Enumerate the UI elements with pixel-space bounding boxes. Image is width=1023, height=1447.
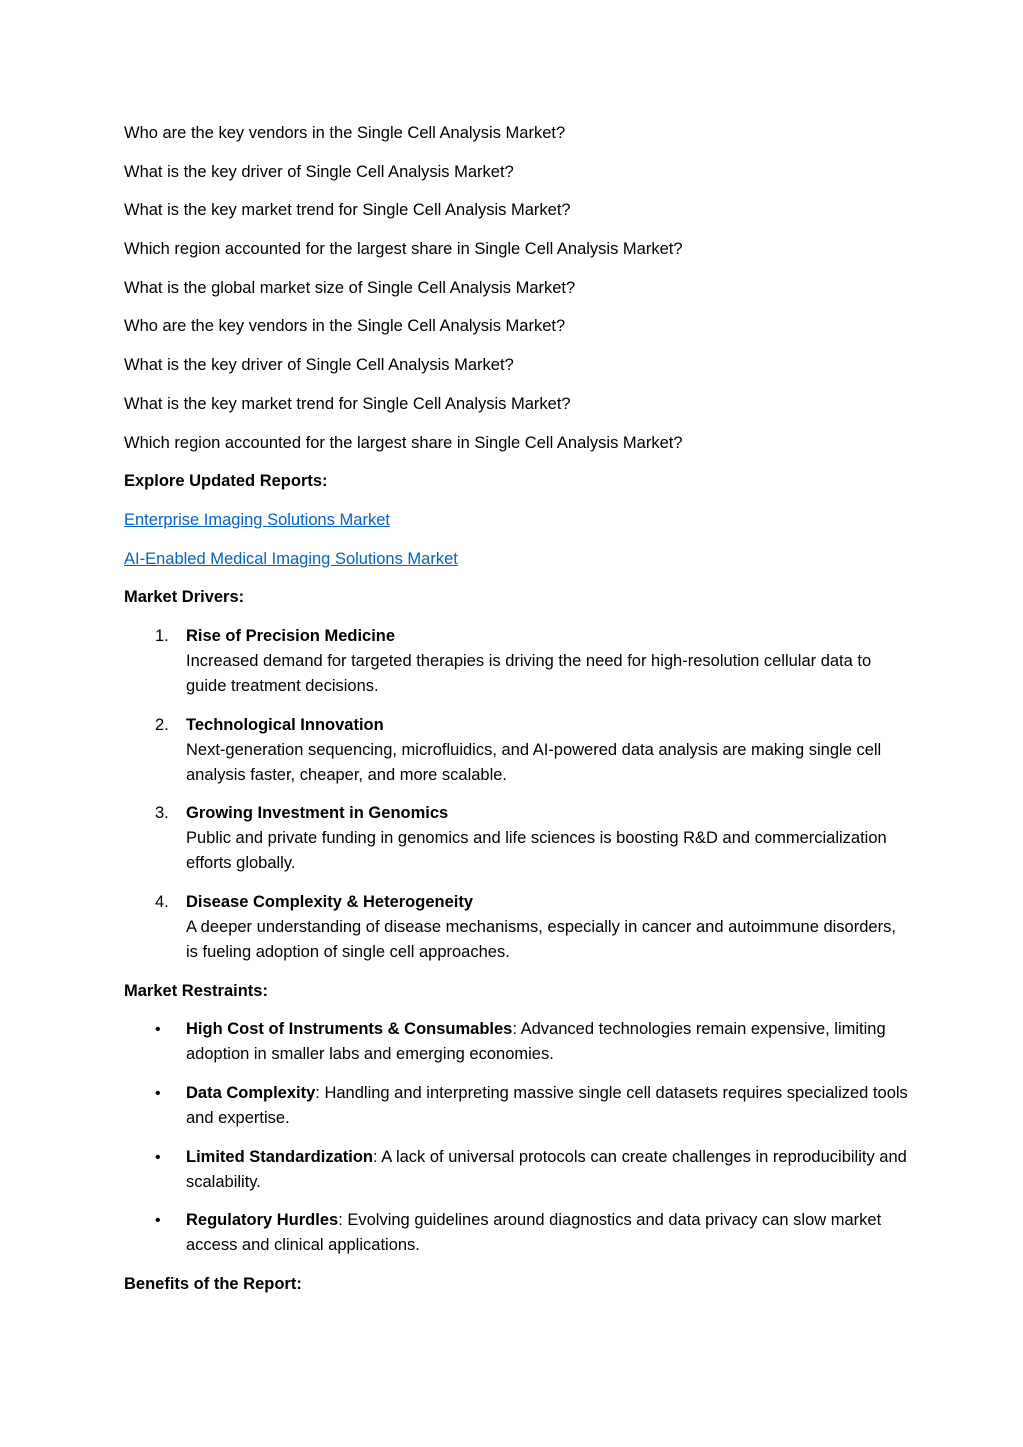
restraint-title: Limited Standardization [186, 1147, 374, 1166]
driver-item [124, 624, 909, 699]
market-restraints-list [124, 1017, 909, 1258]
driver-item [124, 713, 909, 788]
driver-description: Public and private funding in genomics and life sciences is boosting R&D and commercialization efforts globally. [186, 829, 887, 873]
list-number: 1. [155, 626, 169, 645]
report-link-enterprise-imaging[interactable]: Enterprise Imaging Solutions Market [124, 510, 390, 529]
bullet-icon: • [155, 1085, 161, 1103]
report-link-row [124, 508, 909, 533]
faq-question: Which region accounted for the largest share in Single Cell Analysis Market? [124, 433, 683, 452]
driver-description: Increased demand for targeted therapies is driving the need for high-resolution cellular data to guide treatment decisions. [186, 651, 872, 695]
driver-item [124, 890, 909, 965]
restraint-title: Regulatory Hurdles [186, 1211, 339, 1230]
list-number: 2. [155, 715, 169, 734]
restraint-item [124, 1145, 909, 1195]
market-drivers-list [124, 624, 909, 965]
restraint-description: : Advanced technologies remain expensive, limiting adoption in smaller labs and emerging economies. [186, 1020, 886, 1064]
faq-question: What is the key market trend for Single Cell Analysis Market? [124, 201, 571, 220]
faq-question: Who are the key vendors in the Single Cell Analysis Market? [124, 124, 566, 142]
faq-question: Which region accounted for the largest share in Single Cell Analysis Market? [124, 240, 683, 259]
explore-reports-heading: Explore Updated Reports: [124, 472, 328, 491]
list-number: 3. [155, 804, 169, 823]
driver-title: Disease Complexity & Heterogeneity [186, 893, 474, 911]
bullet-icon: • [155, 1148, 161, 1166]
driver-description: Next-generation sequencing, microfluidics, and AI-powered data analysis are making single cell analysis faster, cheaper, and more scalable. [186, 740, 882, 784]
restraint-title: Data Complexity [186, 1084, 316, 1103]
restraint-item [124, 1081, 909, 1131]
driver-description: A deeper understanding of disease mechanisms, especially in cancer and autoimmune disorders, is fueling adoption of single cell approaches. [186, 918, 896, 961]
restraint-description: : Handling and interpreting massive single cell datasets requires specialized tools and expertise. [186, 1084, 908, 1128]
driver-title: Growing Investment in Genomics [186, 804, 449, 823]
bullet-icon: • [155, 1021, 161, 1039]
bullet-icon: • [155, 1212, 161, 1230]
restraint-item [124, 1208, 909, 1258]
list-number: 4. [155, 893, 169, 911]
restraint-description: : Evolving guidelines around diagnostics and data privacy can slow market access and clinical applications. [186, 1211, 882, 1255]
report-link-ai-medical-imaging[interactable]: AI-Enabled Medical Imaging Solutions Market [124, 549, 458, 568]
restraint-item [124, 1017, 909, 1067]
restraint-title: High Cost of Instruments & Consumables [186, 1020, 513, 1039]
restraint-description: : A lack of universal protocols can create challenges in reproducibility and scalability. [186, 1147, 907, 1191]
faq-question: What is the key driver of Single Cell Analysis Market? [124, 356, 514, 375]
driver-title: Rise of Precision Medicine [186, 626, 396, 645]
faq-question: What is the global market size of Single Cell Analysis Market? [124, 278, 576, 297]
market-drivers-heading: Market Drivers: [124, 588, 245, 607]
driver-title: Technological Innovation [186, 715, 384, 734]
driver-item [124, 801, 909, 876]
faq-question: What is the key driver of Single Cell Analysis Market? [124, 162, 514, 181]
faq-question: What is the key market trend for Single Cell Analysis Market? [124, 394, 571, 413]
document-page [124, 121, 909, 1311]
faq-question: Who are the key vendors in the Single Cell Analysis Market? [124, 317, 566, 336]
market-restraints-heading: Market Restraints: [124, 981, 268, 1000]
benefits-heading: Benefits of the Report: [124, 1275, 302, 1294]
report-link-row [124, 547, 909, 572]
